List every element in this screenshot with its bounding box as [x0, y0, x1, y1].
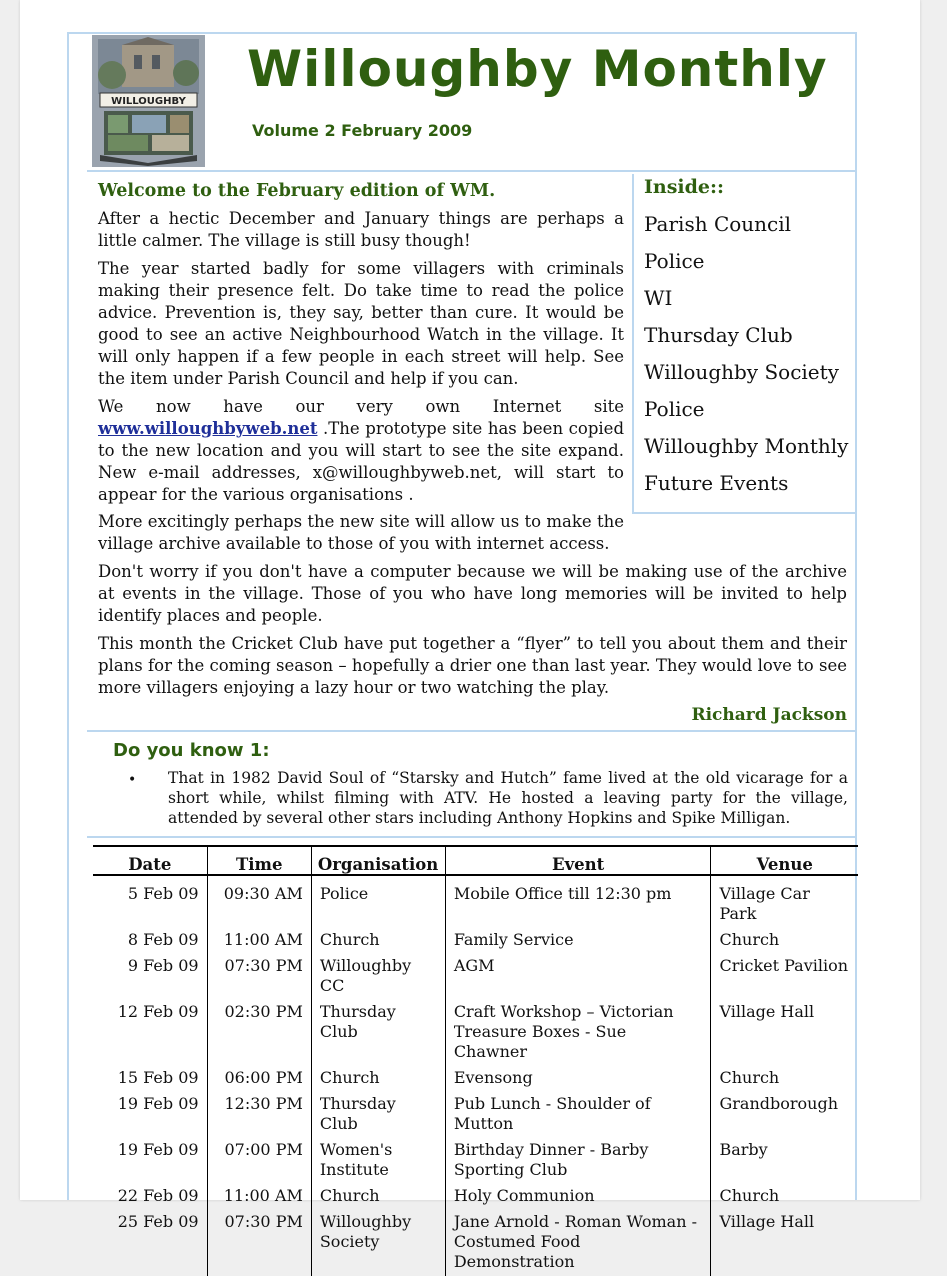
section-divider — [87, 836, 857, 838]
event-venue: Church — [711, 928, 858, 954]
event-organisation: Police — [311, 875, 445, 928]
event-venue: Village Car Park — [711, 875, 858, 928]
welcome-paragraph-5: Don't worry if you don't have a computer because we will be making use of the archive at events in the village. Those of you who have long memories will be invited to help identify places and people. — [98, 562, 847, 625]
event-venue: Cricket Pavilion — [711, 954, 858, 1000]
event-organisation: Willoughby CC — [311, 954, 445, 1000]
contents-item: Thursday Club — [644, 323, 793, 347]
event-organisation: Thursday Club — [311, 1000, 445, 1066]
event-venue: Village Hall — [711, 1210, 858, 1276]
event-description: Jane Arnold - Roman Woman - Costumed Food Demonstration — [445, 1210, 711, 1276]
event-venue: Church — [711, 1066, 858, 1092]
contents-item: Future Events — [644, 471, 789, 495]
column-header-venue: Venue — [711, 846, 858, 875]
newsletter-title: Willoughby Monthly — [247, 40, 828, 98]
website-detail-text: .The prototype site has been copied to the new location and you will start to see the site expand. New e-mail addresses, x@willoughbyweb.net, will start to appear for the various organisations . — [98, 419, 624, 504]
do-you-know-text: That in 1982 David Soul of “Starsky and Hutch” fame lived at the old vicarage for a short while, whilst filming with ATV. He hosted a leaving party for the village, attended by several other stars including Anthony Hopkins and Spike Milligan. — [168, 769, 848, 827]
welcome-paragraph-2: The year started badly for some villagers with criminals making their presence felt. Do take time to read the police advice. Prevention is, they say, better than cure. It would be good to see an active Neighbourhood Watch in the village. It will only happen if a few people in each street will help. See the item under Parish Council and help if you can. — [98, 259, 624, 388]
table-row — [93, 875, 858, 928]
inside-contents-box — [632, 174, 856, 514]
table-row — [93, 1066, 858, 1092]
logo-lettering: WILLOUGHBY — [111, 96, 186, 107]
contents-item: Police — [644, 397, 705, 421]
contents-item: Willoughby Society — [644, 360, 839, 384]
event-venue: Church — [711, 1184, 858, 1210]
table-row — [93, 1092, 858, 1138]
welcome-paragraph-3 — [98, 396, 624, 506]
author-signature: Richard Jackson — [691, 705, 847, 725]
event-description: Birthday Dinner - Barby Sporting Club — [445, 1138, 711, 1184]
header-divider — [87, 170, 857, 172]
event-time: 07:30 PM — [207, 1210, 311, 1276]
table-row — [93, 1184, 858, 1210]
event-date: 22 Feb 09 — [117, 1186, 199, 1205]
event-date: 9 Feb 09 — [127, 956, 199, 975]
table-row — [93, 1138, 858, 1184]
event-organisation: Women's Institute — [311, 1138, 445, 1184]
event-organisation: Thursday Club — [311, 1092, 445, 1138]
contents-list — [644, 212, 848, 508]
website-intro-text: We now have our very own Internet site — [98, 397, 624, 416]
event-venue: Village Hall — [711, 1000, 858, 1066]
event-description: AGM — [445, 954, 711, 1000]
column-header-organisation: Organisation — [311, 846, 445, 875]
event-venue: Barby — [711, 1138, 858, 1184]
event-organisation: Church — [311, 1184, 445, 1210]
do-you-know-heading: Do you know 1: — [113, 740, 270, 761]
event-time: 07:30 PM — [207, 954, 311, 1000]
table-row — [93, 1000, 858, 1066]
contents-item: Police — [644, 249, 705, 273]
welcome-paragraph-1: After a hectic December and January things are perhaps a little calmer. The village is still busy though! — [98, 209, 624, 250]
table-row — [93, 1210, 858, 1276]
website-link[interactable]: www.willoughbyweb.net — [98, 419, 318, 438]
event-date: 19 Feb 09 — [117, 1094, 199, 1113]
event-date: 19 Feb 09 — [117, 1140, 199, 1159]
event-description: Family Service — [445, 928, 711, 954]
event-description: Craft Workshop – Victorian Treasure Boxes - Sue Chawner — [445, 1000, 711, 1066]
village-sign-logo — [92, 35, 205, 167]
volume-date: Volume 2 February 2009 — [252, 121, 473, 140]
welcome-paragraph-4: More excitingly perhaps the new site will allow us to make the village archive available to those of you with internet access. — [98, 512, 624, 553]
future-events-table — [93, 845, 858, 1276]
event-date: 8 Feb 09 — [127, 930, 199, 949]
event-organisation: Church — [311, 1066, 445, 1092]
inside-heading: Inside:: — [644, 176, 725, 198]
event-organisation: Church — [311, 928, 445, 954]
event-date: 5 Feb 09 — [127, 884, 199, 903]
contents-item: Parish Council — [644, 212, 792, 236]
bullet-point: • — [128, 772, 137, 788]
event-venue: Grandborough — [711, 1092, 858, 1138]
event-time: 12:30 PM — [207, 1092, 311, 1138]
column-header-date: Date — [93, 846, 207, 875]
event-time: 11:00 AM — [207, 1184, 311, 1210]
event-date: 12 Feb 09 — [117, 1002, 199, 1021]
event-date: 25 Feb 09 — [117, 1212, 199, 1231]
column-header-event: Event — [445, 846, 711, 875]
event-description: Mobile Office till 12:30 pm — [445, 875, 711, 928]
table-row — [93, 928, 858, 954]
event-date: 15 Feb 09 — [117, 1068, 199, 1087]
table-row — [93, 954, 858, 1000]
event-description: Evensong — [445, 1066, 711, 1092]
welcome-paragraph-6: This month the Cricket Club have put together a “flyer” to tell you about them and their plans for the coming season – hopefully a drier one than last year. They would love to see more villagers enjoying a lazy hour or two watching the play. — [98, 634, 847, 697]
welcome-heading: Welcome to the February edition of WM. — [98, 181, 496, 201]
event-description: Holy Communion — [445, 1184, 711, 1210]
table-header-row — [93, 846, 858, 875]
event-time: 06:00 PM — [207, 1066, 311, 1092]
event-time: 02:30 PM — [207, 1000, 311, 1066]
event-description: Pub Lunch - Shoulder of Mutton — [445, 1092, 711, 1138]
section-divider — [87, 730, 857, 732]
contents-item: Willoughby Monthly — [644, 434, 849, 458]
event-time: 11:00 AM — [207, 928, 311, 954]
event-time: 07:00 PM — [207, 1138, 311, 1184]
event-time: 09:30 AM — [207, 875, 311, 928]
event-organisation: Willoughby Society — [311, 1210, 445, 1276]
contents-item: WI — [644, 286, 673, 310]
column-header-time: Time — [207, 846, 311, 875]
